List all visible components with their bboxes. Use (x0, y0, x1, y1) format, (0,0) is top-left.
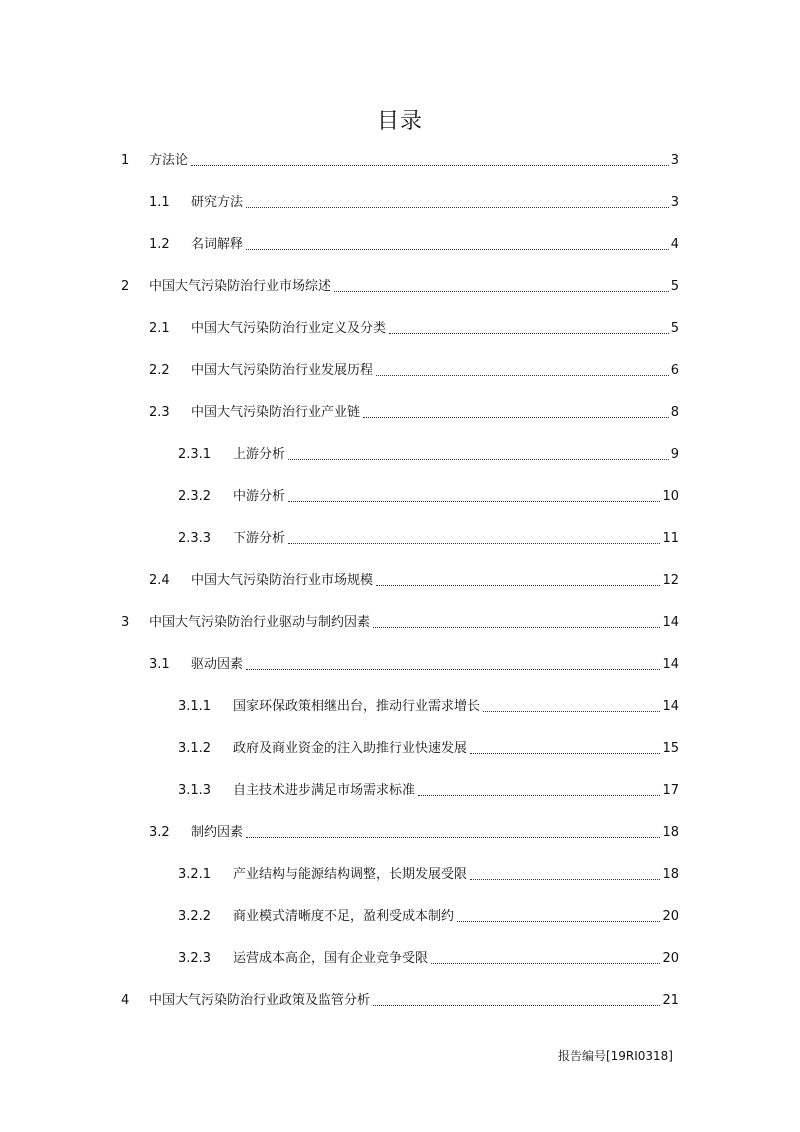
toc-dot-leader (246, 206, 669, 208)
toc-entry-label: 研究方法 (191, 195, 244, 210)
toc-entry-number: 3.2.2 (178, 909, 212, 924)
toc-dot-leader (457, 920, 660, 922)
toc-entry-label: 方法论 (149, 153, 189, 168)
toc-entry[interactable] (149, 402, 679, 422)
toc-entry[interactable] (178, 738, 679, 758)
toc-entry-label: 中国大气污染防治行业市场规模 (191, 573, 374, 588)
toc-entry-page-number: 6 (670, 363, 679, 378)
toc-dot-leader (376, 374, 669, 376)
toc-entry-number: 3 (121, 615, 130, 630)
toc-entry-label: 国家环保政策相继出台，推动行业需求增长 (233, 699, 481, 714)
toc-entry[interactable] (121, 276, 679, 296)
page-title: 目录 (376, 109, 423, 134)
toc-entry-label: 中游分析 (233, 489, 286, 504)
toc-entry-label: 中国大气污染防治行业驱动与制约因素 (149, 615, 371, 630)
toc-dot-leader (431, 962, 660, 964)
toc-entry-number: 2.3 (149, 405, 170, 420)
toc-entry-label: 制约因素 (191, 825, 244, 840)
toc-entry-label: 运营成本高企，国有企业竞争受限 (233, 951, 429, 966)
toc-entry-label: 上游分析 (233, 447, 286, 462)
toc-entry-page-number: 18 (662, 825, 679, 840)
toc-entry-label: 中国大气污染防治行业市场综述 (149, 279, 332, 294)
toc-entry[interactable] (149, 234, 679, 254)
toc-entry-page-number: 12 (662, 573, 679, 588)
toc-entry-number: 2.3.2 (178, 489, 212, 504)
toc-entry-label: 下游分析 (233, 531, 286, 546)
toc-entry[interactable] (178, 486, 679, 506)
toc-entry[interactable] (178, 780, 679, 800)
toc-dot-leader (246, 836, 660, 838)
toc-entry-page-number: 17 (662, 783, 679, 798)
toc-dot-leader (288, 500, 660, 502)
toc-entry-number: 2.2 (149, 363, 170, 378)
toc-entry-number: 1 (121, 153, 130, 168)
toc-entry-page-number: 21 (662, 993, 679, 1008)
toc-entry[interactable] (178, 906, 679, 926)
toc-entry-page-number: 20 (662, 951, 679, 966)
toc-entry-page-number: 10 (662, 489, 679, 504)
toc-entry-label: 政府及商业资金的注入助推行业快速发展 (233, 741, 468, 756)
toc-entry[interactable] (178, 696, 679, 716)
toc-entry-number: 1.2 (149, 237, 170, 252)
toc-entry-page-number: 3 (670, 195, 679, 210)
toc-entry-number: 2 (121, 279, 130, 294)
toc-entry[interactable] (178, 864, 679, 884)
toc-entry-label: 中国大气污染防治行业定义及分类 (191, 321, 387, 336)
toc-entry-number: 2.3.3 (178, 531, 212, 546)
toc-entry-number: 2.1 (149, 321, 170, 336)
toc-dot-leader (376, 584, 660, 586)
report-id: 报告编号[19RI0318] (557, 1049, 673, 1063)
toc-entry-number: 3.2 (149, 825, 170, 840)
toc-entry[interactable] (121, 990, 679, 1010)
toc-dot-leader (288, 542, 660, 544)
toc-dot-leader (246, 668, 660, 670)
toc-entry-page-number: 9 (670, 447, 679, 462)
toc-entry-label: 中国大气污染防治行业产业链 (191, 405, 361, 420)
toc-entry-page-number: 14 (662, 657, 679, 672)
toc-entry-page-number: 5 (670, 279, 679, 294)
toc-entry-page-number: 11 (662, 531, 679, 546)
toc-entry-number: 3.1.3 (178, 783, 212, 798)
toc-entry-page-number: 5 (670, 321, 679, 336)
toc-entry-number: 3.1 (149, 657, 170, 672)
toc-dot-leader (288, 458, 669, 460)
toc-entry-page-number: 15 (662, 741, 679, 756)
toc-entry-label: 中国大气污染防治行业发展历程 (191, 363, 374, 378)
toc-dot-leader (418, 794, 660, 796)
toc-entry[interactable] (121, 150, 679, 170)
toc-entry-number: 1.1 (149, 195, 170, 210)
toc-dot-leader (470, 752, 660, 754)
toc-dot-leader (389, 332, 669, 334)
toc-dot-leader (373, 1004, 660, 1006)
toc-entry-label: 驱动因素 (191, 657, 244, 672)
toc-entry-number: 3.1.2 (178, 741, 212, 756)
toc-entry-page-number: 3 (670, 153, 679, 168)
toc-entry-number: 3.1.1 (178, 699, 212, 714)
toc-entry-page-number: 4 (670, 237, 679, 252)
toc-entry[interactable] (149, 570, 679, 590)
toc-dot-leader (470, 878, 660, 880)
toc-entry[interactable] (149, 192, 679, 212)
toc-dot-leader (334, 290, 669, 292)
toc-entry-label: 产业结构与能源结构调整，长期发展受限 (233, 867, 468, 882)
toc-entry[interactable] (178, 444, 679, 464)
toc-entry[interactable] (149, 318, 679, 338)
toc-entry-label: 商业模式清晰度不足，盈利受成本制约 (233, 909, 455, 924)
toc-entry-number: 2.4 (149, 573, 170, 588)
toc-entry-page-number: 8 (670, 405, 679, 420)
toc-dot-leader (363, 416, 669, 418)
toc-entry-number: 4 (121, 993, 130, 1008)
toc-entry[interactable] (149, 654, 679, 674)
toc-entry-page-number: 18 (662, 867, 679, 882)
toc-dot-leader (191, 164, 669, 166)
toc-entry[interactable] (149, 822, 679, 842)
toc-entry-label: 自主技术进步满足市场需求标准 (233, 783, 416, 798)
toc-entry-label: 名词解释 (191, 237, 244, 252)
toc-dot-leader (246, 248, 669, 250)
toc-entry[interactable] (121, 612, 679, 632)
toc-entry-number: 3.2.3 (178, 951, 212, 966)
toc-entry-page-number: 14 (662, 615, 679, 630)
toc-entry[interactable] (178, 948, 679, 968)
toc-entry-page-number: 14 (662, 699, 679, 714)
toc-entry-number: 2.3.1 (178, 447, 212, 462)
toc-entry-page-number: 20 (662, 909, 679, 924)
toc-entry-label: 中国大气污染防治行业政策及监管分析 (149, 993, 371, 1008)
toc-entry-number: 3.2.1 (178, 867, 212, 882)
toc-dot-leader (483, 710, 660, 712)
toc-entry[interactable] (149, 360, 679, 380)
toc-dot-leader (373, 626, 660, 628)
toc-entry[interactable] (178, 528, 679, 548)
